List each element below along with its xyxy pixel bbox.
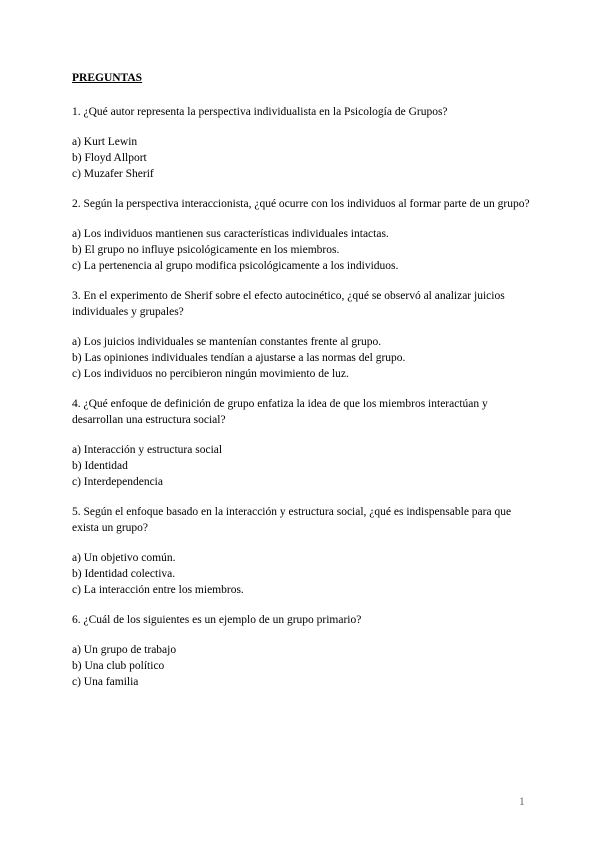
option-c: c) La interacción entre los miembros. bbox=[72, 584, 244, 596]
page-heading: PREGUNTAS bbox=[72, 72, 143, 84]
question-text: 2. Según la perspectiva interaccionista, ¿qué ocurre con los individuos al formar parte de un grupo? bbox=[72, 198, 530, 210]
option-a: a) Un objetivo común. bbox=[72, 552, 176, 564]
question-text: 1. ¿Qué autor representa la perspectiva individualista en la Psicología de Grupos? bbox=[72, 106, 448, 118]
question-text: 5. Según el enfoque basado en la interacción y estructura social, ¿qué es indispensable para que exista un grupo? bbox=[72, 506, 512, 534]
page-number: 1 bbox=[519, 796, 525, 808]
option-b: b) Identidad colectiva. bbox=[72, 568, 176, 580]
option-c: c) Interdependencia bbox=[72, 476, 163, 488]
question-text: 4. ¿Qué enfoque de definición de grupo enfatiza la idea de que los miembros interactúan y desarrollan una estructura social? bbox=[72, 398, 488, 426]
question-text: 6. ¿Cuál de los siguientes es un ejemplo de un grupo primario? bbox=[72, 614, 362, 626]
option-a: a) Los juicios individuales se mantenían constantes frente al grupo. bbox=[72, 336, 382, 348]
option-list bbox=[72, 134, 532, 182]
option-a: a) Kurt Lewin bbox=[72, 136, 138, 148]
option-c: c) La pertenencia al grupo modifica psicológicamente a los individuos. bbox=[72, 260, 399, 272]
option-list bbox=[72, 642, 532, 690]
option-b: b) Floyd Allport bbox=[72, 152, 147, 164]
question-block-5 bbox=[72, 504, 532, 598]
question-block-4 bbox=[72, 396, 532, 490]
question-block-3 bbox=[72, 288, 532, 382]
question-text: 3. En el experimento de Sherif sobre el efecto autocinético, ¿qué se observó al analizar juicios individuales y grupales? bbox=[72, 290, 505, 318]
option-b: b) El grupo no influye psicológicamente en los miembros. bbox=[72, 244, 340, 256]
option-list bbox=[72, 226, 532, 274]
question-block-2 bbox=[72, 196, 532, 274]
option-a: a) Un grupo de trabajo bbox=[72, 644, 177, 656]
option-list bbox=[72, 550, 532, 598]
option-list bbox=[72, 442, 532, 490]
option-c: c) Los individuos no percibieron ningún movimiento de luz. bbox=[72, 368, 349, 380]
option-a: a) Interacción y estructura social bbox=[72, 444, 223, 456]
option-b: b) Identidad bbox=[72, 460, 128, 472]
option-b: b) Las opiniones individuales tendían a ajustarse a las normas del grupo. bbox=[72, 352, 406, 364]
option-c: c) Muzafer Sherif bbox=[72, 168, 154, 180]
option-a: a) Los individuos mantienen sus características individuales intactas. bbox=[72, 228, 389, 240]
document-page bbox=[72, 70, 532, 704]
option-b: b) Una club político bbox=[72, 660, 165, 672]
option-list bbox=[72, 334, 532, 382]
question-block-6 bbox=[72, 612, 532, 690]
question-block-1 bbox=[72, 104, 532, 182]
option-c: c) Una familia bbox=[72, 676, 139, 688]
